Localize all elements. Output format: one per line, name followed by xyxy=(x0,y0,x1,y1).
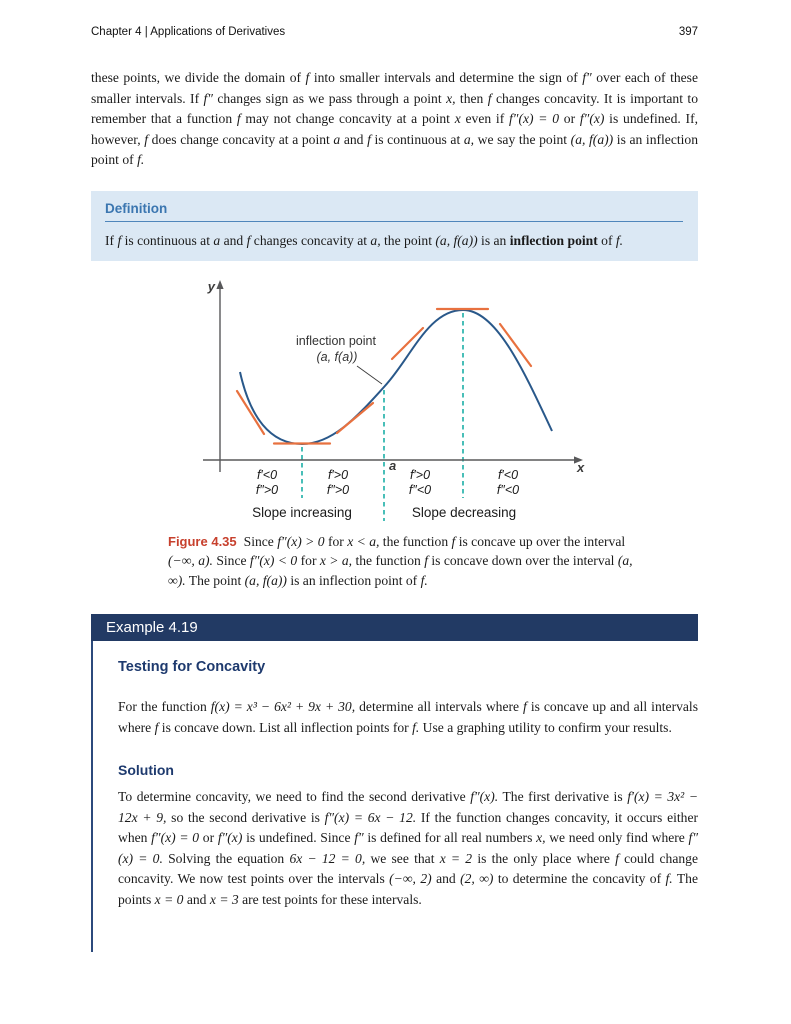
concavity-graph xyxy=(180,277,600,523)
x-axis-label: x xyxy=(577,459,585,475)
region-4-line-1: f′<0 xyxy=(497,467,519,482)
figure-caption xyxy=(168,532,646,591)
definition-body: If f is continuous at a and f changes concavity at a, the point (a, f(a)) is an inflection point of f. xyxy=(105,232,624,248)
slope-increasing-label: Slope increasing xyxy=(252,504,352,520)
definition-box xyxy=(91,191,698,261)
solution-paragraph: To determine concavity, we need to find the second derivative f″(x). The first derivative is f′(x) = 3x² − 12x + 9, so the second derivative is f″(x) = 6x − 12. If the function changes concavity, it occurs either when f″(x) = 0 or f″(x) is undefined. Since f″ is defined for all real numbers x, we need only find where f″(x) = 0. Solving the equation 6x − 12 = 0, we see that x = 2 is the only place where f could change concavity. We now test points over the intervals (−∞, 2) and (2, ∞) to determine the concavity of f. The points x = 0 and x = 3 are test points for these intervals. xyxy=(118,789,699,907)
tangent-segment-3 xyxy=(337,403,373,433)
y-axis-label: y xyxy=(207,278,215,294)
example-banner: Example 4.19 xyxy=(91,614,698,641)
example-section xyxy=(91,614,698,952)
region-2-line-1: f′>0 xyxy=(327,467,349,482)
inflection-pointer-line xyxy=(357,366,382,384)
running-head: Chapter 4 | Applications of Derivatives xyxy=(91,26,286,38)
region-1-line-2: f″>0 xyxy=(255,482,279,497)
definition-title: Definition xyxy=(105,200,168,216)
example-title: Testing for Concavity xyxy=(118,659,266,675)
a-label: a xyxy=(389,457,397,473)
tangent-segment-1 xyxy=(237,391,264,434)
solution-heading: Solution xyxy=(118,762,174,778)
figure-caption-text: Since f″(x) > 0 for x < a, the function f is concave up over the interval (−∞, a). Since f″(x) < 0 for x > a, the function f is concave down over the interval (a, ∞). The point (a, f(a)) is an inflection point of f. xyxy=(168,533,633,588)
page-number: 397 xyxy=(678,26,698,38)
definition-rule xyxy=(105,221,683,222)
slope-decreasing-label: Slope decreasing xyxy=(411,504,517,520)
y-axis-arrow xyxy=(216,280,223,289)
intro-paragraph: these points, we divide the domain of f into smaller intervals and determine the sign of f″ over each of these smaller intervals. If f″ changes sign as we pass through a point x, then f changes concavity. It is important to remember that a function f may not change concavity at a point x even if f″(x) = 0 or f″(x) is undefined. If, however, f does change concavity at a point a and f is continuous at a, we say the point (a, f(a)) is an inflection point of f. xyxy=(91,70,699,167)
region-3-line-1: f′>0 xyxy=(409,467,431,482)
page-header xyxy=(91,26,698,38)
region-1-line-1: f′<0 xyxy=(256,467,278,482)
figure xyxy=(180,277,698,528)
inflection-point-coords: (a, f(a)) xyxy=(316,349,358,364)
region-3-line-2: f″<0 xyxy=(408,482,432,497)
inflection-point-label: inflection point xyxy=(296,333,376,348)
problem-paragraph: For the function f(x) = x³ − 6x² + 9x + 30, determine all intervals where f is concave up and all intervals where f is concave down. List all inflection points for f. Use a graphing utility to confirm your results. xyxy=(118,699,698,735)
example-body xyxy=(91,641,698,952)
region-4-line-2: f″<0 xyxy=(496,482,520,497)
region-2-line-2: f″>0 xyxy=(326,482,350,497)
figure-caption-label: Figure 4.35 xyxy=(168,533,237,549)
